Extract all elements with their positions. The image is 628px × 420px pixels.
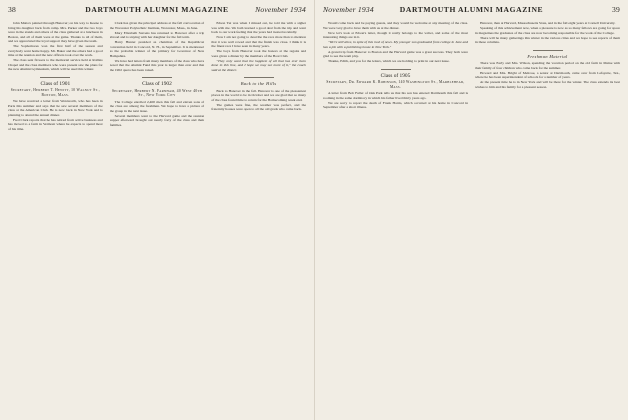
paragraph: There will be many gatherings this winter in the various cities and we hope to see reports of them in these columns. [475, 35, 620, 44]
paragraph: Now let's look at Edson's letter, though it really belongs to the writer, and some of the most interesting things are in it. [323, 30, 468, 39]
column-3 [211, 21, 306, 414]
divider [533, 50, 563, 51]
paragraph: Hanover, then at Harvard, Massachusetts State, and in the fall eight years at Cornell University. [480, 21, 616, 25]
paragraph: The Sophomores won the first half of the season and everybody went home happy. Mr. Baker and the others had a good time at the reunion and the new officers took over the work. [8, 44, 103, 57]
paragraph: Howard and Mrs. Bright of Melrose, a senior at Dartmouth, came over from Lafayette, Tex., where he has been superintendent of schools for a number of years. [475, 70, 620, 79]
divider [244, 77, 274, 78]
issue-date: November 1934 [323, 5, 374, 14]
column-2 [475, 21, 620, 414]
paragraph: Thanks, Edith, and you for the letters, which we are holding to print in our next issue. [328, 59, 450, 63]
paragraph: There was Early and Mrs. Wilson, spending the vacation period on the old farm in Maine with their family of four children who came back for the summer. [475, 61, 620, 70]
paragraph: The College enrolled 2,400 men this fall and eleven sons of the class are among the freshmen. We hope to have a picture of the group in the next issue. [109, 99, 205, 113]
paragraph: Back to Hanover in the fall. Hanover is one of the pleasantest places in the world to be in October and we are glad that so many of the class found time to return for the Homecoming week end. [211, 88, 307, 102]
section-heading: Back to the Hills [240, 81, 277, 86]
page-number: 38 [8, 5, 16, 14]
running-title: DARTMOUTH ALUMNI MAGAZINE [399, 5, 544, 14]
text-columns [323, 21, 620, 414]
paragraph: John Mattox painted through Hanover; on his way to Keene to bring his daughter back from camp. Mrs. Parker and the two boys were in the stands and others of the class gathered at a luncheon in Boston, and all of them were at the game. Thanks to all of them, and we appreciated the loyal support they have given the team. [8, 21, 103, 43]
paragraph: Fred Clark reports that he has retired from active business and has moved to a farm in Vermont where he expects to spend most of his time. [8, 117, 103, 131]
divider [40, 77, 70, 78]
page-number: 39 [612, 5, 620, 14]
paragraph: At the present time he is in New York and will be there for the winter. The class extends its best wishes to him and his family for a pleasant season. [475, 80, 620, 89]
section-subheading: Secretary, Herbert T. Hewitt, 10 Walnut St., Boston, Mass. [10, 88, 100, 97]
section-heading: Class of 1901 [40, 80, 71, 87]
page-header [8, 5, 306, 17]
paragraph: The games were fine, the weather was perfect, and the fraternity houses were open to all the old grads who came back. [211, 102, 307, 111]
divider [381, 69, 411, 70]
column-2 [110, 21, 205, 414]
running-title: DARTMOUTH ALUMNI MAGAZINE [85, 5, 229, 14]
issue-date: November 1934 [255, 5, 306, 14]
paragraph: A letter from Bob Fuller of Oak Park tells us that his son has entered Dartmouth this fall and is rooming in the same dormitory in which his father lived thirty years ago. [323, 91, 468, 100]
section-heading: Class of 1902 [142, 81, 172, 87]
paragraph: We have received a letter from Wentworth, who has been in Paris this summer and says that he saw several members of the class at the American Club. He is now back in New York and is planning to attend the annual dinner. [8, 99, 103, 117]
paragraph: Would come back and be paying guests, and they would be welcome at any meeting of the class. We were very glad to have them with us at the dinner. [323, 21, 468, 30]
paragraph: The boys from Hanover took the honors at the regatta and were given a dinner by the members of the Boat Club. [211, 49, 307, 58]
section-heading: Freshman Material [527, 53, 568, 59]
paragraph: Now I am not going to describe the race more than to mention that it was well rowed and that the finish was close. I think it is the finest race I have seen in many years. [211, 35, 307, 48]
divider [142, 77, 172, 78]
section-heading: Class of 1905 [380, 72, 411, 79]
paragraph: We are sorry to report the death of Frank Harris, which occurred at his home in Concord in September after a short illness. [323, 100, 468, 109]
page-header [323, 5, 620, 17]
paragraph: Clark has given the principal address at the fall convocation of the Worcester Polytechnic Institute, Worcester, Mass., in June. [109, 21, 205, 30]
paragraph: We have had letters from many members of the class who have noted that the Alumni Fund this year is larger than ever and that the 1902 quota has been raised. [109, 58, 205, 72]
quotation: "They only want that the happiest of all that has ever been done in this line, and I hope we may see more of it," the coach said at the dinner. [211, 58, 307, 72]
paragraph: Mary Elizabeth Stevens has returned to Hanover after a trip abroad and is staying with her daughter for the fall term. [109, 30, 205, 39]
quotation: "We're still alive, in spite of this rush of news. My younger son graduated from college in June and has a job with a publishing house in New York." [323, 40, 468, 49]
section-subheading: Secretary, Dr. Edward K. Robinson, 140 Washington St., Marblehead, Mass. [326, 80, 465, 89]
paragraph: Edson Tut was when I missed out, he told me with a sigher was with me. We both learned a good deal from the trip and went back to our work feeling that the years had treated us kindly. [211, 21, 307, 34]
column-1 [8, 21, 103, 414]
section-subheading: Secretary, Herbert N. Farnham, 40 West 40th St., New York City [111, 88, 203, 97]
paragraph: Several members went to the Harvard game and the reunion supper afterward brought out nearly forty of the class and their families. [109, 113, 205, 127]
text-columns [8, 21, 306, 414]
column-1 [323, 21, 468, 414]
paragraph: Harry Hunter presided as chairman of the Republican convention held in Concord, N. H., in September. It is mentioned as the probable winner of the primary for Governor of New Hampshire. [109, 40, 205, 58]
paragraph: Speaking of this achievement now, when a pleasure is now as so many fellows are going for space in magazines the graduates of the class are now becoming responsible for the work of the College. [475, 26, 620, 35]
right-page [314, 0, 628, 420]
paragraph: The class sent flowers to the memorial service held at Rollins Chapel and the class members who were present saw the plans for the new Alumni Gymnasium, which will be used this winter. [8, 58, 103, 71]
paragraph: A grand trip from Hanover to Boston and the Harvard game was a great success. They both were glad to see the team play. [323, 49, 468, 58]
